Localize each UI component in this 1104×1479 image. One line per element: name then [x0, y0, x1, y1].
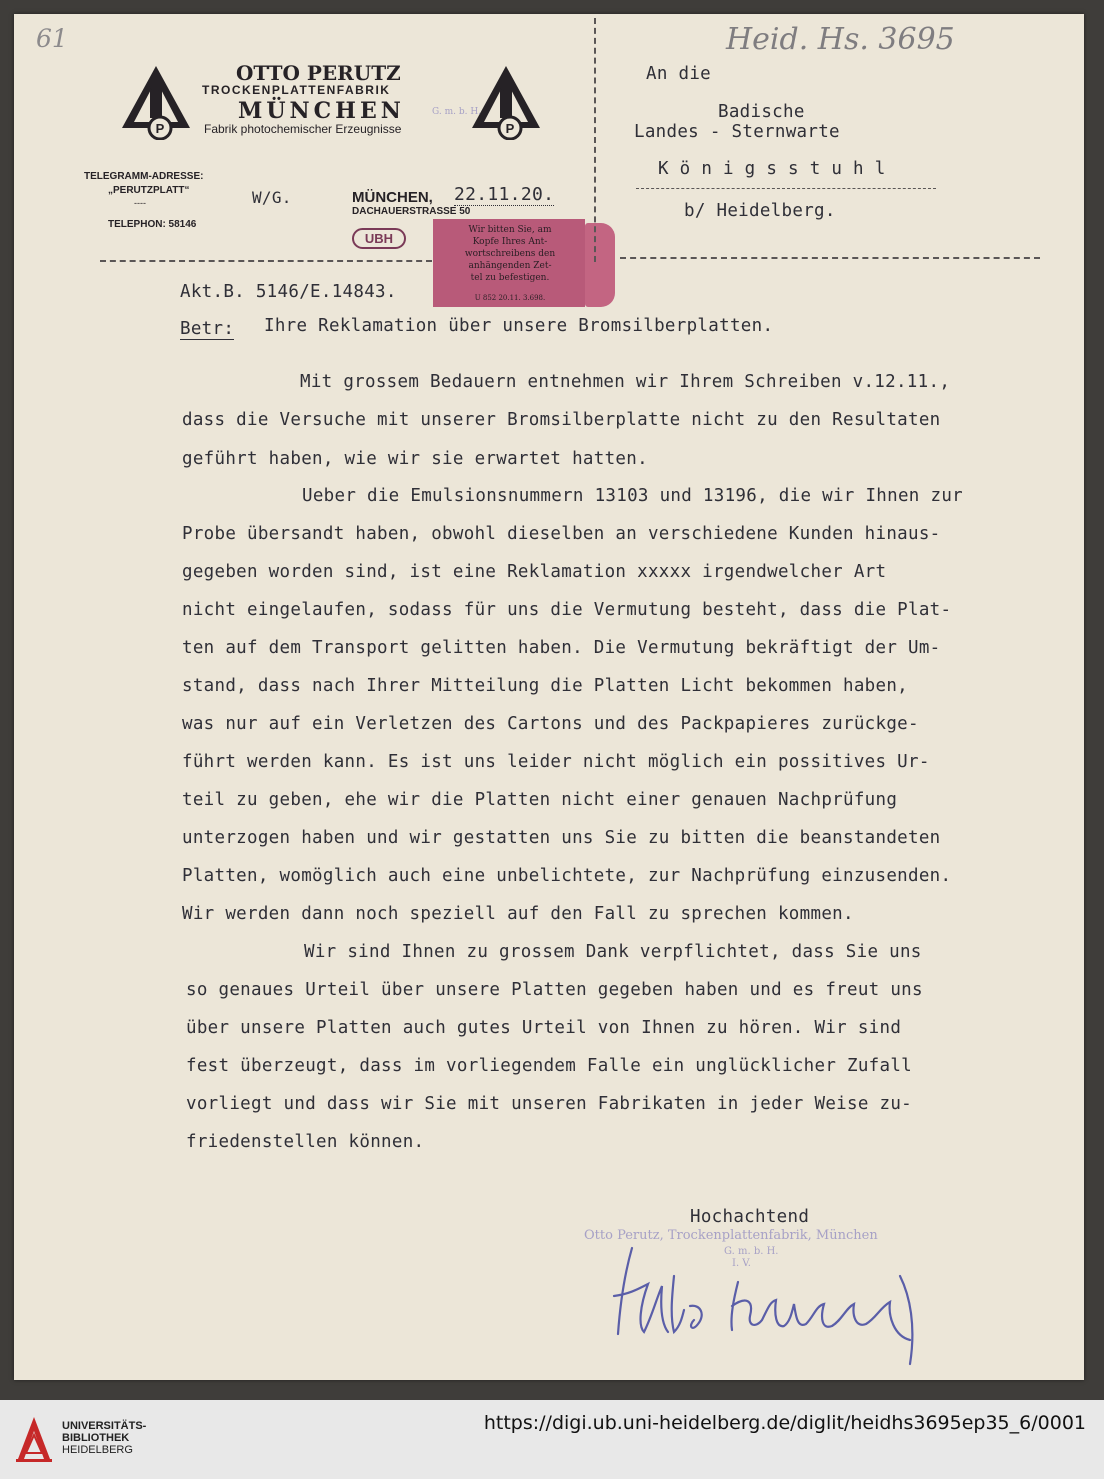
recipient-line-4: K ö n i g s s t u h l	[658, 159, 886, 179]
reply-slip-tab	[585, 223, 615, 307]
vertical-divider	[594, 18, 596, 262]
company-legal-form: G. m. b. H.	[432, 107, 482, 117]
sender-initials: W/G.	[252, 188, 292, 207]
body-line: vorliegt und dass wir Sie mit unseren Fabrikaten in jeder Weise zu-	[186, 1094, 913, 1114]
letterhead-city-line: MÜNCHEN,	[352, 189, 433, 206]
reply-slip-code: U 852 20.11. 3.698.	[474, 294, 546, 302]
telephone: TELEPHON: 58146	[108, 219, 197, 230]
subject-text: Ihre Reklamation über unsere Bromsilberplatten.	[264, 316, 774, 336]
body-line: Mit grossem Bedauern entnehmen wir Ihrem Schreiben v.12.11.,	[300, 372, 951, 392]
company-city: MÜNCHEN	[238, 98, 405, 124]
body-line: Wir werden dann noch speziell auf den Fall zu sprechen kommen.	[182, 904, 854, 924]
body-line: was nur auf ein Verletzen des Cartons und des Packpapieres zurückge-	[182, 714, 919, 734]
body-line: teil zu geben, ehe wir die Platten nicht einer genauen Nachprüfung	[182, 790, 898, 810]
body-line: Probe übersandt haben, obwohl dieselben an verschiedene Kunden hinaus-	[182, 524, 941, 544]
folio-number: 61	[36, 24, 68, 53]
header-rule-right	[620, 257, 1040, 259]
body-line: so genaues Urteil über unsere Platten gegeben haben und es freut uns	[186, 980, 923, 1000]
letter-page	[14, 14, 1084, 1380]
body-line: ten auf dem Transport gelitten haben. Die Vermutung bekräftigt der Um-	[182, 638, 941, 658]
library-name-line-2: BIBLIOTHEK	[62, 1432, 130, 1444]
recipient-line-2: Badische	[718, 102, 805, 122]
library-logo-icon	[14, 1413, 54, 1465]
recipient-line-3: Landes - Sternwarte	[634, 122, 840, 142]
library-stamp: UBH	[352, 228, 406, 249]
library-name	[62, 1420, 146, 1456]
body-line: fest überzeugt, dass im vorliegendem Falle ein unglücklicher Zufall	[186, 1056, 913, 1076]
file-reference: Akt.B. 5146/E.14843.	[180, 282, 397, 302]
closing: Hochachtend	[690, 1207, 810, 1227]
viewer-footer	[0, 1400, 1104, 1479]
company-subtitle: Fabrik photochemischer Erzeugnisse	[204, 122, 402, 136]
body-line: Ueber die Emulsionsnummern 13103 und 13196, die wir Ihnen zur	[302, 486, 963, 506]
library-name-line-1: UNIVERSITÄTS-	[62, 1420, 147, 1432]
permalink-url[interactable]: https://digi.ub.uni-heidelberg.de/diglit/heidhs3695ep35_6/0001	[483, 1412, 1086, 1434]
company-stamp-line-2: G. m. b. H.	[724, 1246, 779, 1257]
body-line: Platten, womöglich auch eine unbelichtete, zur Nachprüfung einzusenden.	[182, 866, 952, 886]
company-stamp-line-3: I. V.	[732, 1258, 751, 1269]
telegram-label: TELEGRAMM-ADRESSE:	[84, 171, 204, 182]
library-name-line-3: HEIDELBERG	[62, 1444, 133, 1456]
reply-slip-text: Wir bitten Sie, am Kopfe Ihres Ant- wortschreibens den anhängenden Zet- tel zu befestigen.	[464, 225, 556, 283]
telegram-rule: ----	[134, 198, 146, 208]
body-line: friedenstellen können.	[186, 1132, 425, 1152]
body-line: gegeben worden sind, ist eine Reklamation xxxxx irgendwelcher Art	[182, 562, 887, 582]
body-line: führt werden kann. Es ist uns leider nicht möglich ein possitives Ur-	[182, 752, 930, 772]
body-line: stand, dass nach Ihrer Mitteilung die Platten Licht bekommen haben,	[182, 676, 909, 696]
recipient-underline	[636, 188, 936, 189]
company-logo-right	[470, 64, 542, 140]
header-rule-left	[100, 260, 432, 262]
company-logo-left	[120, 64, 192, 140]
company-name: OTTO PERUTZ	[236, 61, 401, 85]
recipient-line-5: b/ Heidelberg.	[684, 201, 836, 221]
letter-date: 22.11.20.	[454, 184, 555, 205]
logo-letter-right: P	[505, 121, 515, 136]
shelfmark: Heid. Hs. 3695	[726, 22, 955, 57]
letterhead-address: DACHAUERSTRASSE 50	[352, 206, 471, 217]
body-line: über unsere Platten auch gutes Urteil von Ihnen zu hören. Wir sind	[186, 1018, 902, 1038]
company-factory: TROCKENPLATTENFABRIK	[202, 83, 391, 97]
body-line: geführt haben, wie wir sie erwartet hatten.	[182, 449, 648, 469]
signature	[610, 1236, 940, 1366]
reply-slip	[433, 219, 585, 307]
body-line: nicht eingelaufen, sodass für uns die Vermutung besteht, dass die Plat-	[182, 600, 952, 620]
recipient-line-1: An die	[646, 64, 712, 84]
body-line: dass die Versuche mit unserer Bromsilberplatte nicht zu den Resultaten	[182, 410, 941, 430]
logo-letter-left: P	[155, 121, 165, 136]
body-line: Wir sind Ihnen zu grossem Dank verpflichtet, dass Sie uns	[304, 942, 922, 962]
subject-label: Betr:	[180, 319, 235, 339]
company-stamp-line-1: Otto Perutz, Trockenplattenfabrik, München	[584, 1228, 878, 1243]
telegram-value: „PERUTZPLATT“	[108, 185, 190, 196]
body-line: unterzogen haben und wir gestatten uns Sie zu bitten die beanstandeten	[182, 828, 941, 848]
